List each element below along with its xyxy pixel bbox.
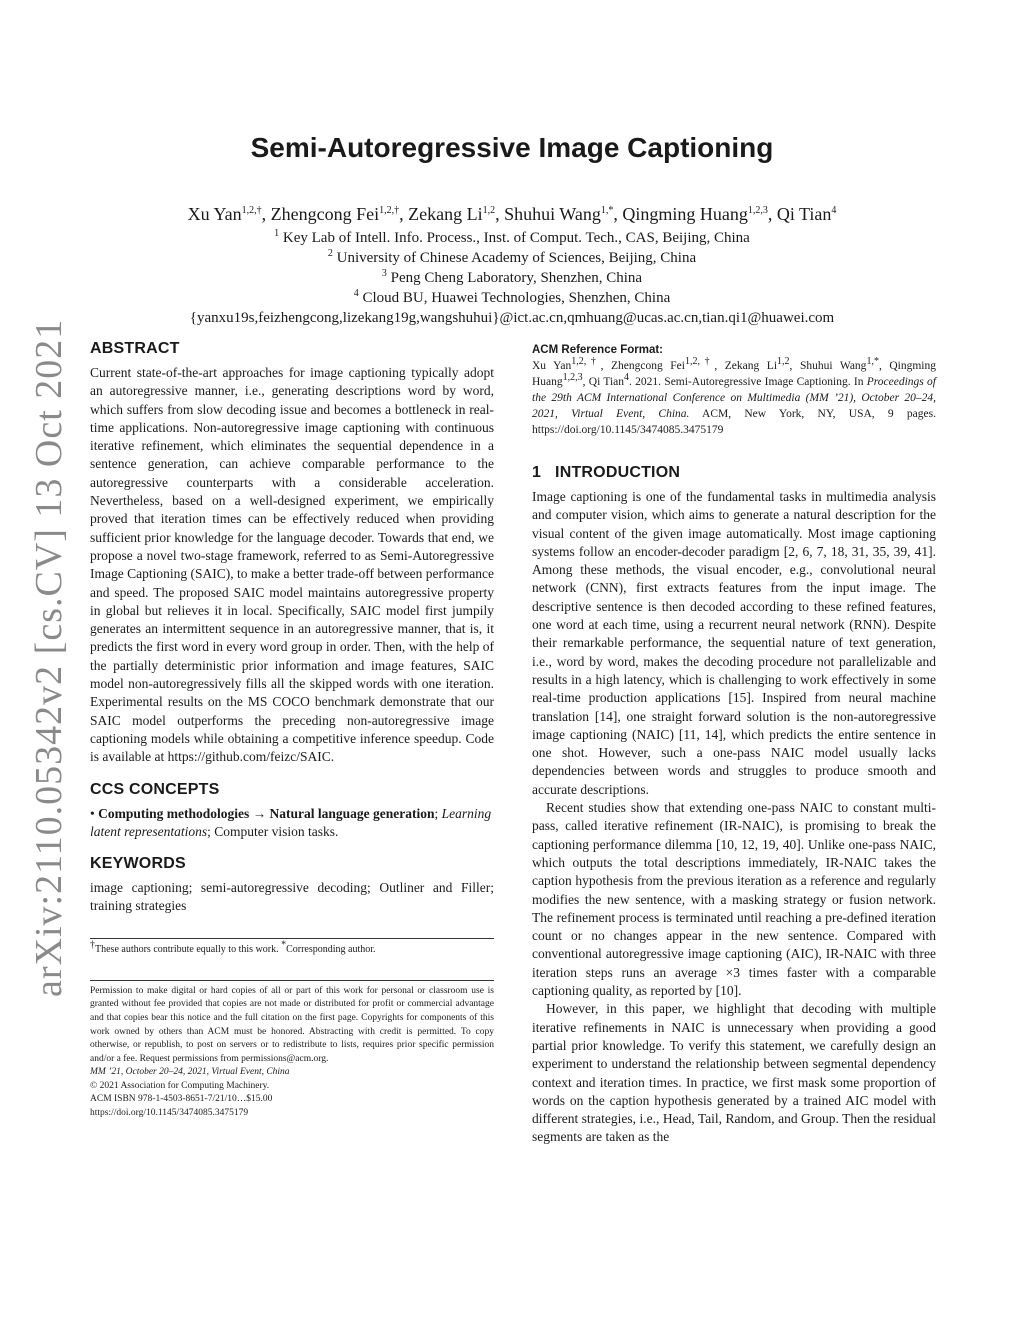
footnote: †These authors contribute equally to this work. *Corresponding author. xyxy=(90,939,376,955)
affiliation: $^4$ Cloud BU, Huawei Technologies, Shenzhen, China xyxy=(353,288,671,306)
abstract-heading: ABSTRACT xyxy=(90,340,180,357)
abstract-text: Current state-of-the-art approaches for image captioning typically adopt an autoregressive manner, i.e., generating descriptions word by word, which suffers from slow decoding issue and becomes a bottleneck in real-time applications. Non-autoregressive image captioning with continuous iterative refinement, which eliminates the sequential dependence in a sentence generation, can achieve comparable performance to the autoregressive counterparts with a considerable acceleration. Nevertheless, based on a well-designed experiment, we empirically proved that iteration times can be effectively reduced when providing sufficient prior knowledge for the language decoder. Towards that end, we propose a novel two-stage framework, referred to as Semi-Autoregressive Image Captioning (SAIC), to make a better trade-off between performance and speed. The proposed SAIC model maintains autoregressive property in global but relieves it in local. Specifically, SAIC model first jumpily generates an intermittent sequence in an autoregressive manner, that is, it predicts the first word in every word group in order. Then, with the help of the partially deterministic prior information and image features, SAIC model non-autoregressively fills all the skipped words with one iteration. Experimental results on the MS COCO benchmark demonstrate that our SAIC model outperforms the preceding non-autoregressive image captioning models while obtaining a competitive inference speedup. Code is available at https://github.com/feizc/SAIC. xyxy=(90,365,494,765)
intro-paragraph: However, in this paper, we highlight that decoding with multiple iterative refinements in NAIC is unnecessary when providing a good partial prior knowledge. To verify this statement, we carefully design an experiment to understand the relationship between segmental dependency context and iteration times. In practice, we first mask some proportion of words on the caption hypothesis generated by a trained AIC model with different strategies, i.e., Head, Tail, Random, and Group. Then the residual segments are taken as the xyxy=(532,1001,936,1145)
author-emails: {yanxu19s,feizhengcong,lizekang19g,wangshuhui}@ict.ac.cn,qmhuang@ucas.ac.cn,tian.qi1@huawei.com xyxy=(189,310,835,326)
copyright: © 2021 Association for Computing Machinery. xyxy=(90,1080,270,1091)
author-name: Zekang Li xyxy=(408,204,483,224)
acm-reference-label: ACM Reference Format: xyxy=(532,344,663,356)
keywords-text: image captioning; semi-autoregressive decoding; Outliner and Filler; training strategies xyxy=(90,880,494,914)
author-affil-mark: 1,2,† xyxy=(379,205,400,216)
footnote-rule xyxy=(90,938,494,939)
author-name: Shuhui Wang xyxy=(504,204,601,224)
affiliation: $^2$ University of Chinese Academy of Sciences, Beijing, China xyxy=(327,248,697,266)
author-affil-mark: 4 xyxy=(831,205,837,216)
acm-reference: Xu Yan$^{1,2,\dagger}$, Zhengcong Fei$^{1,2,\dagger}$, Zekang Li$^{1,2}$, Shuhui Wang$^{1,*}$, Qingming Huang$^{1,2,3}$, Qi Tian$^4$. 2021. Semi-Autoregressive Image Captioning. In Proceedings of the 29th ACM International Conference on Multimedia (MM ’21), October 20–24, 2021, Virtual Event, China. ACM, New York, NY, USA, 9 pages. https://doi.org/10.1145/3474085.3475179 xyxy=(532,356,937,436)
affiliation: $^3$ Peng Cheng Laboratory, Shenzhen, China xyxy=(381,268,643,286)
author-name: Qingming Huang xyxy=(622,204,748,224)
author-affil-mark: 1,2,3 xyxy=(747,205,768,216)
intro-paragraph: Image captioning is one of the fundamental tasks in multimedia analysis and computer vision, which aims to generate a natural description for the visual content of the given image automatically. Most image captioning systems follow an encoder-decoder paradigm [2, 6, 7, 18, 31, 35, 39, 41]. Among these methods, the visual encoder, e.g., convolutional neural network (CNN), first extracts features from the input image. The descriptive sentence is then decoded according to these refined features, one word at each time, using a recurrent neural network (RNN). Despite their remarkable performance, the sequential nature of text generation, i.e., word by word, makes the decoding procedure not parallelizable and results in a high latency, which is challenging to work effectively in some real-time production applications [15]. Inspired from neural machine translation [14], one straight forward solution is the non-autoregressive image captioning (NAIC) [11, 14], which predicts the entire sentence in one shot. However, such a one-pass NAIC model usually lacks dependencies between words and struggles to produce smooth and accurate descriptions. xyxy=(532,489,936,797)
affiliation: $^1$ Key Lab of Intell. Info. Process., Inst. of Comput. Tech., CAS, Beijing, China xyxy=(274,228,750,246)
left-column xyxy=(90,340,494,1121)
isbn: ACM ISBN 978-1-4503-8651-7/21/10…$15.00 xyxy=(90,1094,273,1105)
arxiv-stamp: arXiv:2110.05342v2 [cs.CV] 13 Oct 2021 xyxy=(28,318,70,998)
author-name: Qi Tian xyxy=(776,204,832,224)
permission-block xyxy=(90,985,494,1121)
keywords-heading: KEYWORDS xyxy=(90,855,186,873)
author-affil-mark: 1,2,† xyxy=(241,205,262,216)
conference-venue: MM ’21, October 20–24, 2021, Virtual Event, China xyxy=(90,1067,290,1078)
author-name: Xu Yan xyxy=(187,204,242,224)
author-name: Zhengcong Fei xyxy=(270,204,380,224)
author-affil-mark: 1,* xyxy=(600,205,614,216)
ccs-heading: CCS CONCEPTS xyxy=(90,780,220,798)
intro-paragraph: Recent studies show that extending one-pass NAIC to constant multi-pass, called iterative refinement (IR-NAIC), is promising to break the captioning performance dilemma [10, 12, 19, 40]. Unlike one-pass NAIC, which outputs the total descriptions immediately, IR-NAIC takes the caption hypothesis from the previous iteration as a reference and regularly modifies the new sentence, with a masking strategy or fusion network. The refinement process is terminated until reaching a pre-defined iteration count or no changes appear in the new sentence. Compared with conventional autoregressive image captioning (AIC), IR-NAIC with three iteration steps runs an average ×3 times faster with a comparable captioning quality, as reported by [10]. xyxy=(532,800,936,999)
author-list: Xu Yan$^{1,2,\dagger}$, Zhengcong Fei$^{1,2,\dagger}$, Zekang Li$^{1,2}$, Shuhui Wang$^{1,*}$, Qingming Huang$^{1,2,3}$, Qi Tian$^4$ xyxy=(187,204,837,224)
permission-text: Permission to make digital or hard copies of all or part of this work for personal or classroom use is granted without fee provided that copies are not made or distributed for profit or commercial advantage and that copies bear this notice and the full citation on the first page. Copyrights for components of this work owned by others than ACM must be honored. Abstracting with credit is permitted. To copy otherwise, or republish, to post on servers or to redistribute to lists, requires prior specific permission and/or a fee. Request permissions from permissions@acm.org. xyxy=(90,985,494,1064)
affiliation-list xyxy=(0,228,1024,328)
permission-rule xyxy=(90,980,494,981)
ccs-concepts: • Computing methodologies → Natural language generation; Learning latent representations; Computer vision tasks. xyxy=(90,805,492,839)
right-column xyxy=(532,340,936,1147)
paper-title: Semi-Autoregressive Image Captioning xyxy=(250,132,774,163)
doi-link: https://doi.org/10.1145/3474085.3475179 xyxy=(90,1108,249,1119)
introduction-heading: 1 INTRODUCTION xyxy=(532,464,681,481)
author-affil-mark: 1,2 xyxy=(482,205,496,216)
